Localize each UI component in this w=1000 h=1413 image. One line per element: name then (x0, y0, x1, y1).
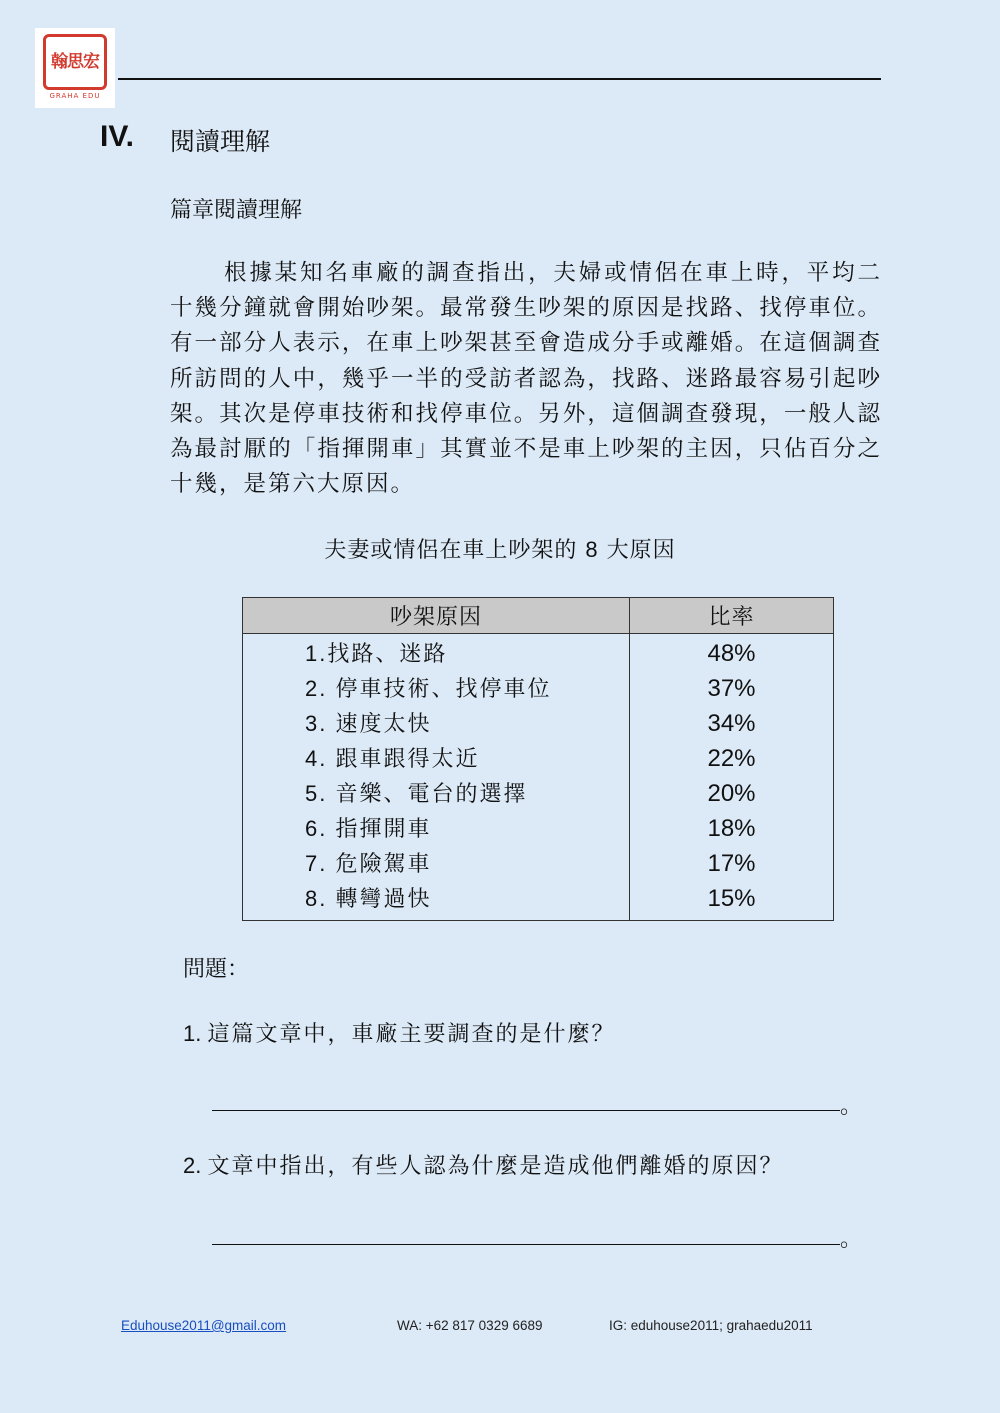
section-title: 閱讀理解 (170, 127, 271, 156)
row-number: 4. (305, 746, 336, 771)
graha-edu-logo (35, 28, 115, 108)
row-reason: 危險駕車 (335, 852, 432, 877)
row-reason: 速度太快 (335, 712, 432, 737)
row-number: 3. (305, 711, 336, 736)
row-reason: 音樂、電台的選擇 (335, 782, 528, 807)
table-row-reason (305, 673, 629, 708)
table-row-reason (305, 638, 629, 673)
answer-end-mark: 。 (840, 1227, 863, 1252)
footer-email-link[interactable]: Eduhouse2011@gmail.com (121, 1318, 287, 1333)
row-reason: 找路、迷路 (327, 642, 448, 667)
table-row-reason (305, 743, 629, 778)
row-rate: 18% (707, 815, 756, 842)
row-reason: 停車技術、找停車位 (335, 677, 552, 702)
table-title (0, 533, 1000, 564)
question-text: 文章中指出，有些人認為什麼是造成他們離婚的原因？ (207, 1154, 784, 1179)
footer-whatsapp: WA: +62 817 0329 6689 (397, 1318, 543, 1333)
row-rate: 22% (707, 745, 756, 772)
answer-end-mark: 。 (840, 1094, 863, 1119)
question-number: 2. (183, 1153, 208, 1178)
table-row-reason (305, 883, 629, 918)
answer-line-1[interactable] (212, 1110, 840, 1111)
question-2 (183, 1149, 783, 1180)
header-rate: 比率 (630, 598, 834, 634)
table-title-pre: 夫妻或情侶在車上吵架的 (324, 538, 586, 563)
row-number: 7. (305, 851, 336, 876)
reasons-column (243, 634, 630, 921)
logo-seal: 翰思宏 (43, 34, 107, 90)
row-number: 6. (305, 816, 336, 841)
row-number: 1. (305, 641, 328, 666)
row-rate: 34% (707, 710, 756, 737)
rates-column (630, 634, 834, 921)
table-title-number: 8 (585, 537, 599, 562)
reading-passage (170, 256, 882, 502)
logo-tagline: GRAHA EDU (49, 92, 101, 100)
row-rate: 15% (707, 885, 756, 912)
question-text: 這篇文章中，車廠主要調查的是什麼？ (207, 1022, 616, 1047)
row-reason: 跟車跟得太近 (335, 747, 480, 772)
table-row-reason (305, 778, 629, 813)
row-reason: 轉彎過快 (335, 887, 432, 912)
question-number: 1. (183, 1021, 208, 1046)
table-row-reason (305, 813, 629, 848)
question-1 (183, 1017, 615, 1048)
reasons-table (242, 597, 834, 921)
row-rate: 37% (707, 675, 756, 702)
table-row-reason (305, 848, 629, 883)
row-rate: 20% (707, 780, 756, 807)
subtitle: 篇章閱讀理解 (170, 198, 303, 223)
row-reason: 指揮開車 (335, 817, 432, 842)
header-divider (118, 78, 881, 80)
questions-label: 問題： (183, 957, 250, 982)
passage-paragraph: 根據某知名車廠的調查指出，夫婦或情侶在車上時，平均二十幾分鐘就會開始吵架。最常發生吵架的原因是找路、找停車位。有一部分人表示，在車上吵架甚至會造成分手或離婚。在這個調查所訪問的人中，幾乎一半的受訪者認為，找路、迷路最容易引起吵架。其次是停車技術和找停車位。另外，這個調查發現，一般人認為最討厭的「指揮開車」其實並不是車上吵架的主因，只佔百分之十幾，是第六大原因。 (170, 260, 882, 498)
row-number: 8. (305, 886, 336, 911)
header-reason: 吵架原因 (243, 598, 630, 634)
answer-line-2[interactable] (212, 1244, 840, 1245)
row-number: 2. (305, 676, 336, 701)
row-rate: 48% (707, 640, 756, 667)
section-number: IV. (100, 120, 134, 153)
table-title-post: 大原因 (598, 538, 676, 563)
footer-instagram: IG: eduhouse2011; grahaedu2011 (609, 1318, 813, 1333)
row-rate: 17% (707, 850, 756, 877)
table-row-reason (305, 708, 629, 743)
row-number: 5. (305, 781, 336, 806)
